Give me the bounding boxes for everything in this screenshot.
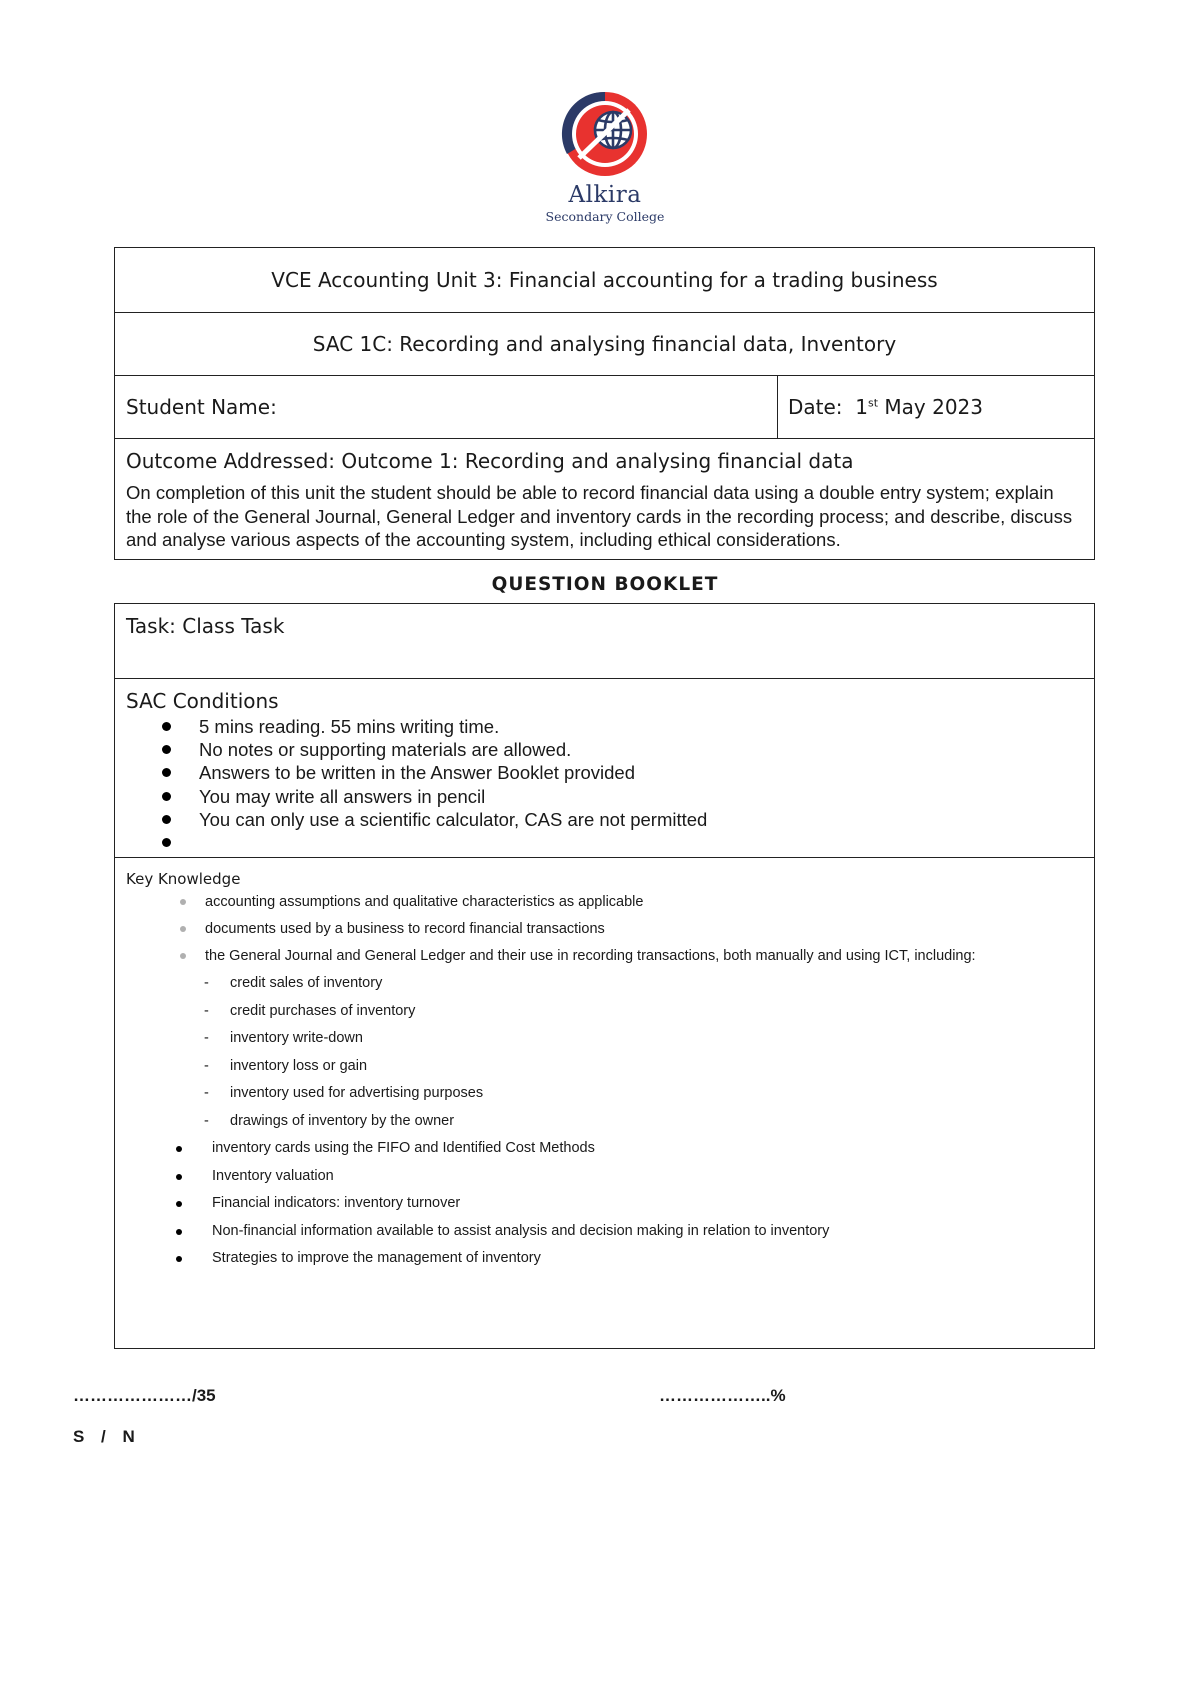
list-item: inventory cards using the FIFO and Identified Cost Methods — [126, 1138, 1094, 1159]
date-label: Date: — [788, 395, 843, 419]
list-item: the General Journal and General Ledger and their use in recording transactions, both manually and using ICT, including: — [126, 946, 1094, 967]
list-item: Non-financial information available to assist analysis and decision making in relation to inventory — [126, 1221, 1094, 1242]
outcome-body: On completion of this unit the student should be able to record financial data using a double entry system; explain the role of the General Journal, General Ledger and inventory cards in the recording process; and describe, discuss and analyse various aspects of the accounting system, including ethical considerations. — [126, 482, 1073, 550]
outcome-title: Outcome Addressed: Outcome 1: Recording and analysing financial data — [126, 449, 854, 473]
sac-title: SAC 1C: Recording and analysing financial data, Inventory — [115, 313, 1095, 376]
bullet-icon — [176, 1229, 182, 1235]
student-name-field[interactable] — [115, 376, 778, 439]
unit-title: VCE Accounting Unit 3: Financial accounting for a trading business — [115, 248, 1095, 313]
bullet-icon — [180, 899, 186, 905]
score-total: …………………/35 — [73, 1386, 216, 1405]
list-item: - inventory loss or gain — [126, 1056, 1094, 1077]
list-item: Inventory valuation — [126, 1166, 1094, 1187]
bullet-icon — [162, 792, 171, 801]
booklet-title: QUESTION BOOKLET — [491, 574, 719, 595]
dash-icon: - — [204, 1002, 209, 1019]
student-name-label: Student Name: — [126, 395, 277, 419]
date-rest: May 2023 — [884, 395, 984, 419]
dash-icon: - — [204, 1030, 209, 1046]
bullet-icon — [162, 838, 171, 847]
bullet-icon — [162, 722, 171, 731]
globe-logo-icon — [559, 88, 651, 180]
satisfactory-status: S / N — [73, 1427, 135, 1446]
bullet-icon — [180, 953, 186, 959]
outcome-section — [115, 439, 1095, 560]
logo-subtitle: Secondary College — [545, 209, 665, 224]
dash-icon: - — [204, 1085, 209, 1101]
knowledge-bullet-list — [126, 1138, 1094, 1269]
list-item: No notes or supporting materials are allowed. — [126, 738, 1094, 761]
bullet-icon — [162, 768, 171, 777]
logo-name: Alkira — [568, 182, 642, 208]
list-item: - inventory write-down — [126, 1028, 1094, 1049]
list-item: 5 mins reading. 55 mins writing time. — [126, 715, 1094, 738]
conditions-title: SAC Conditions — [126, 689, 279, 713]
list-item: documents used by a business to record financial transactions — [126, 919, 1094, 940]
list-item — [126, 831, 1094, 854]
bullet-icon — [176, 1201, 182, 1207]
header-table — [114, 247, 1095, 560]
bullet-icon — [176, 1146, 182, 1152]
list-item: - drawings of inventory by the owner — [126, 1111, 1094, 1132]
dash-icon: - — [204, 1112, 209, 1129]
knowledge-sub-list — [126, 973, 1094, 1132]
college-logo — [0, 88, 1200, 224]
score-percent: ………………..% — [659, 1386, 786, 1405]
dash-icon: - — [204, 1057, 209, 1074]
dash-icon: - — [204, 975, 209, 991]
knowledge-title: Key Knowledge — [126, 870, 241, 888]
knowledge-list — [126, 892, 1094, 967]
list-item: - credit purchases of inventory — [126, 1001, 1094, 1022]
bullet-icon — [162, 815, 171, 824]
date-day: 1 — [855, 395, 868, 419]
task-label: Task: Class Task — [115, 604, 1095, 679]
task-table — [114, 603, 1095, 1349]
bullet-icon — [162, 745, 171, 754]
list-item: - credit sales of inventory — [126, 973, 1094, 994]
knowledge-section — [115, 858, 1095, 1349]
list-item: accounting assumptions and qualitative characteristics as applicable — [126, 892, 1094, 913]
list-item: You can only use a scientific calculator, CAS are not permitted — [126, 808, 1094, 831]
bullet-icon — [176, 1174, 182, 1180]
conditions-list — [126, 715, 1094, 854]
date-field — [778, 376, 1095, 439]
conditions-section — [115, 679, 1095, 858]
list-item: You may write all answers in pencil — [126, 785, 1094, 808]
date-suffix: st — [868, 396, 879, 410]
bullet-icon — [176, 1256, 182, 1262]
bullet-icon — [180, 926, 186, 932]
list-item: Answers to be written in the Answer Booklet provided — [126, 761, 1094, 784]
list-item: Financial indicators: inventory turnover — [126, 1193, 1094, 1214]
list-item: Strategies to improve the management of inventory — [126, 1248, 1094, 1269]
list-item: - inventory used for advertising purposes — [126, 1083, 1094, 1104]
